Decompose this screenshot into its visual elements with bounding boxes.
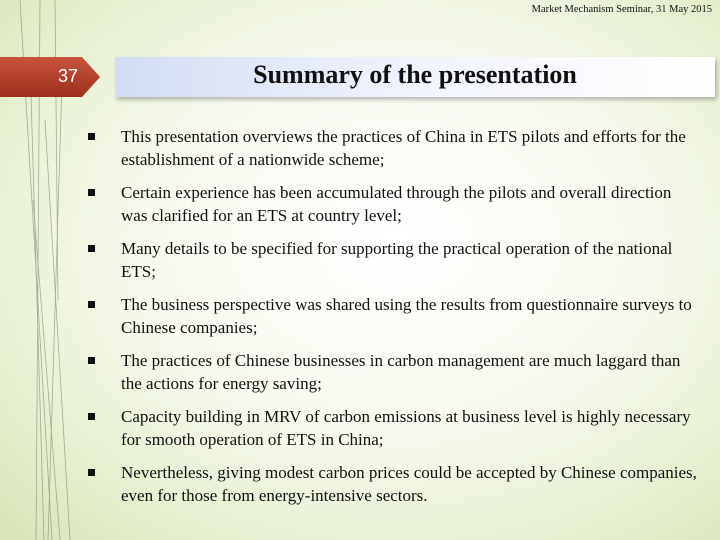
bullet-item (88, 462, 698, 507)
bullet-item (88, 126, 698, 171)
square-bullet-icon (88, 189, 95, 196)
square-bullet-icon (88, 469, 95, 476)
bullet-text: Nevertheless, giving modest carbon prices could be accepted by Chinese companies, even for those from energy-intensive sectors. (121, 463, 697, 505)
bullet-text: This presentation overviews the practices of China in ETS pilots and efforts for the establishment of a nationwide scheme; (121, 127, 686, 169)
bullet-item (88, 182, 698, 227)
slide-title: Summary of the presentation (253, 60, 577, 89)
header-text: Market Mechanism Seminar, 31 May 2015 (531, 4, 712, 15)
bullet-text: The practices of Chinese businesses in carbon management are much laggard than the actions for energy saving; (121, 351, 681, 393)
bullet-item (88, 294, 698, 339)
slide-number: 37 (58, 66, 79, 86)
square-bullet-icon (88, 413, 95, 420)
square-bullet-icon (88, 245, 95, 252)
bullet-item (88, 238, 698, 283)
bullet-item (88, 350, 698, 395)
square-bullet-icon (88, 133, 95, 140)
slide-number-tab (0, 57, 100, 97)
bullet-text: The business perspective was shared using the results from questionnaire surveys to Chinese companies; (121, 295, 692, 337)
bullet-list (88, 126, 698, 518)
bullet-item (88, 406, 698, 451)
bullet-text: Many details to be specified for supporting the practical operation of the national ETS; (121, 239, 673, 281)
bullet-text: Certain experience has been accumulated through the pilots and overall direction was clarified for an ETS at country level; (121, 183, 672, 225)
square-bullet-icon (88, 357, 95, 364)
bullet-text: Capacity building in MRV of carbon emissions at business level is highly necessary for smooth operation of ETS in China; (121, 407, 691, 449)
square-bullet-icon (88, 301, 95, 308)
